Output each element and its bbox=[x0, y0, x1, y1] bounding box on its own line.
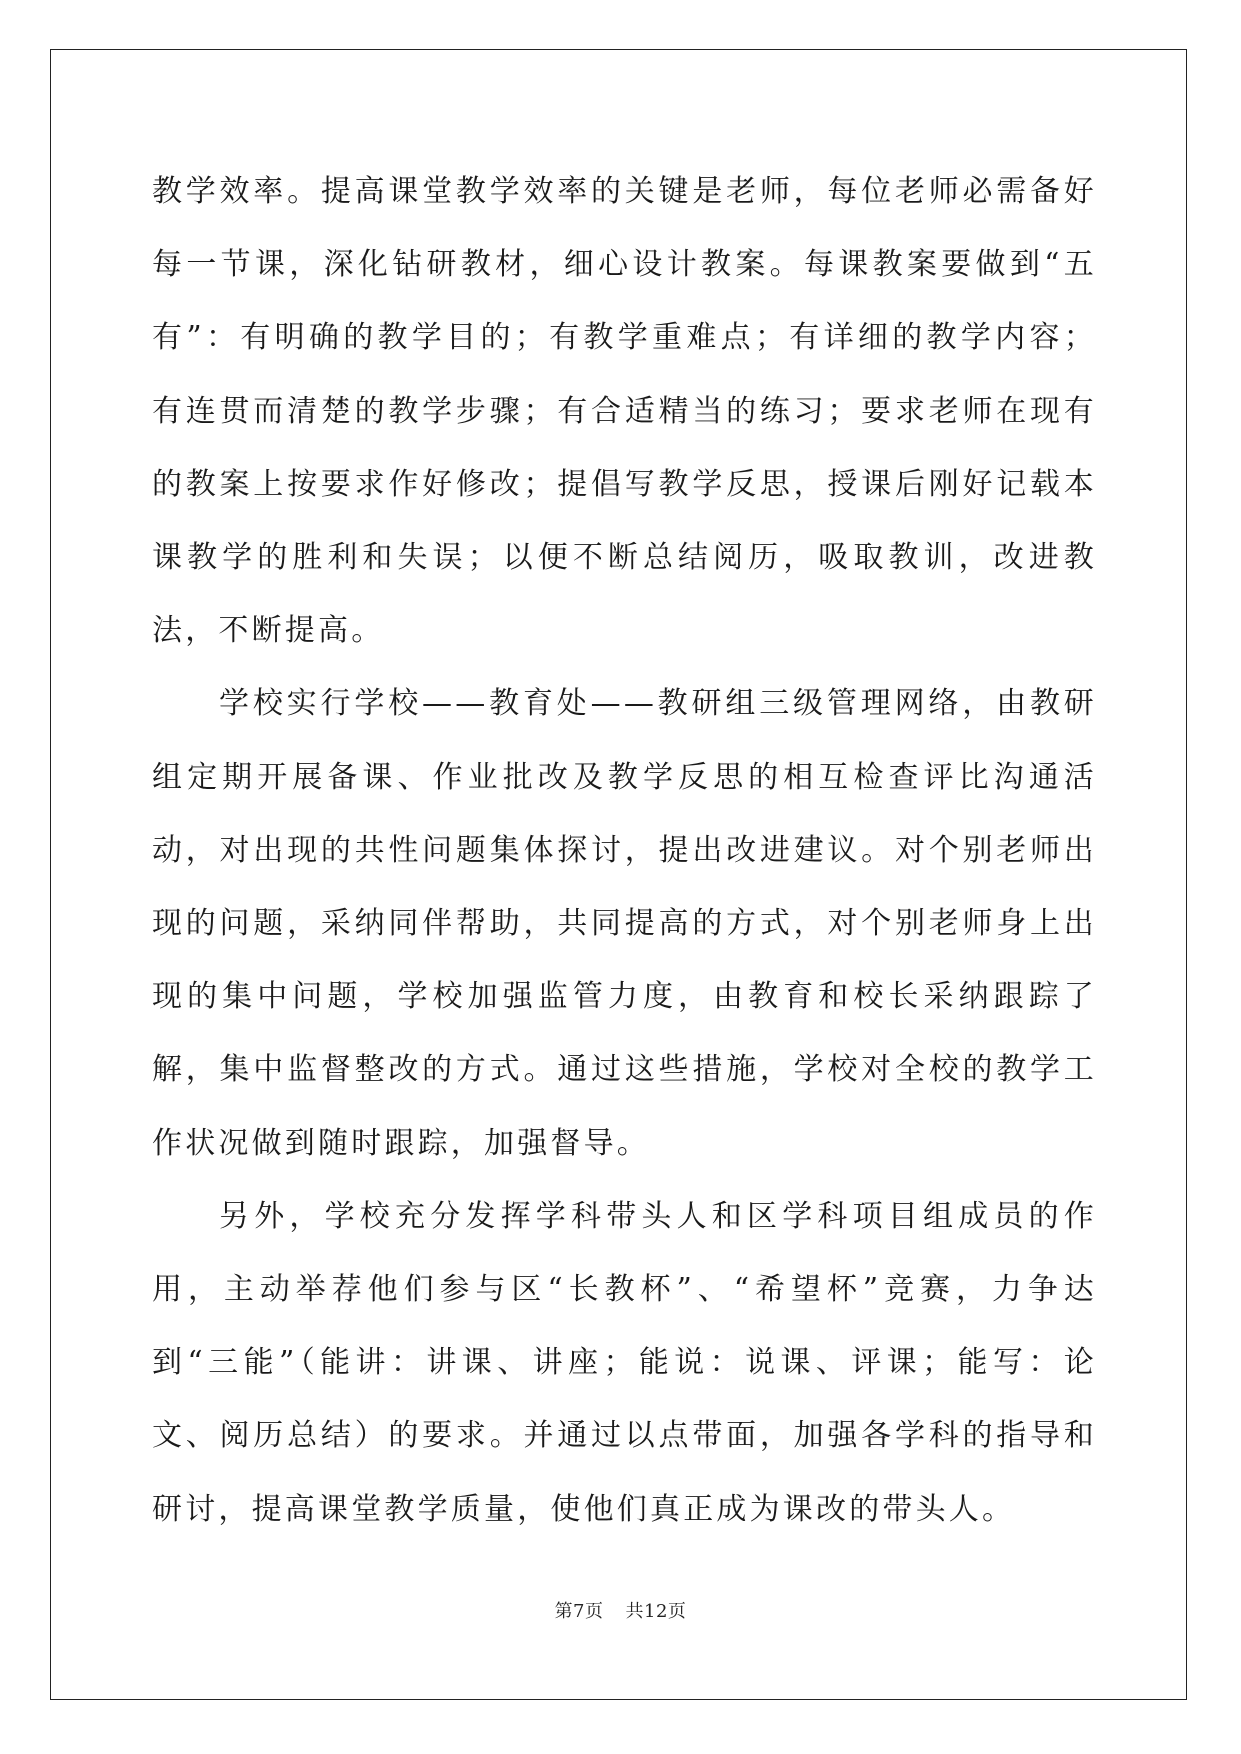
page-number-total: 共12页 bbox=[625, 1601, 687, 1622]
page-number-current: 第7页 bbox=[554, 1601, 604, 1622]
document-body bbox=[152, 155, 1097, 1546]
paragraph-continuation: 教学效率。提高课堂教学效率的关键是老师，每位老师必需备好每一节课，深化钻研教材，细心设计教案。每课教案要做到“五有”：有明确的教学目的；有教学重难点；有详细的教学内容；有连贯而清楚的教学步骤；有合适精当的练习；要求老师在现有的教案上按要求作好修改；提倡写教学反思，授课后刚好记载本课教学的胜利和失误；以便不断总结阅历，吸取教训，改进教法，不断提高。 bbox=[152, 174, 1097, 649]
paragraph-management-network: 学校实行学校——教育处——教研组三级管理网络，由教研组定期开展备课、作业批改及教学反思的相互检查评比沟通活动，对出现的共性问题集体探讨，提出改进建议。对个别老师出现的问题，采纳同伴帮助，共同提高的方式，对个别老师身上出现的集中问题，学校加强监管力度，由教育和校长采纳跟踪了解，集中监督整改的方式。通过这些措施，学校对全校的教学工作状况做到随时跟踪，加强督导。 bbox=[152, 686, 1097, 1161]
page-footer bbox=[0, 1597, 1241, 1623]
paragraph-subject-leaders: 另外，学校充分发挥学科带头人和区学科项目组成员的作用，主动举荐他们参与区“长教杯”、“希望杯”竞赛，力争达到“三能”（能讲：讲课、讲座；能说：说课、评课；能写：论文、阅历总结）的要求。并通过以点带面，加强各学科的指导和研讨，提高课堂教学质量，使他们真正成为课改的带头人。 bbox=[152, 1198, 1097, 1527]
